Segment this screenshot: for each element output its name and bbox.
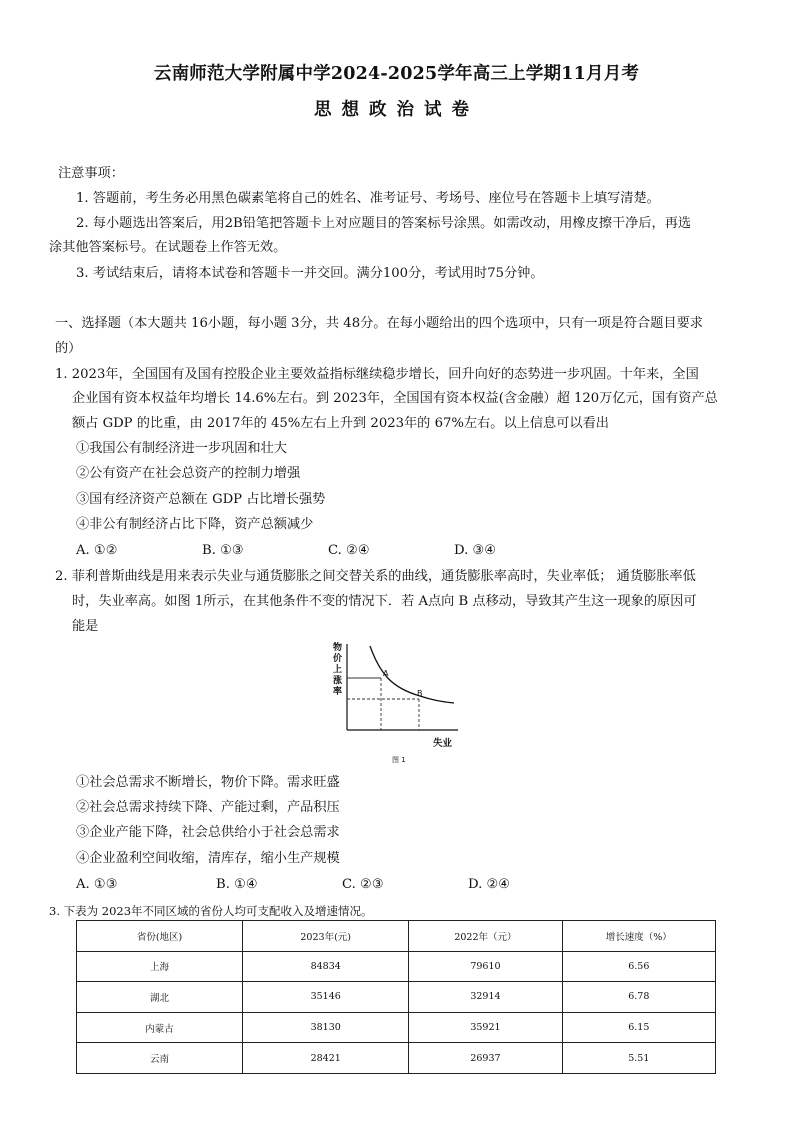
q2-stem-3: 能是 (72, 619, 99, 634)
y-axis-label-char: 率 (333, 687, 343, 697)
q2-option-c: C. ②③ (342, 877, 384, 892)
table-cell: 湖北 (77, 982, 243, 1013)
q1-statement-1: ①我国公有制经济进一步巩固和壮大 (76, 441, 287, 456)
point-b-label: B (417, 689, 423, 698)
q1-stem-1: 1. 2023年，全国国有及国有控股企业主要效益指标继续稳步增长，回升向好的态势进一步巩固。十年来，全国 (55, 367, 699, 382)
y-axis-label (333, 641, 342, 697)
table-header-cell: 增长速度（%） (562, 921, 715, 952)
table-cell: 云南 (77, 1043, 243, 1074)
table-cell: 32914 (409, 982, 562, 1013)
table-cell: 84834 (243, 951, 409, 982)
q2-stem-1: 2. 菲利普斯曲线是用来表示失业与通货膨胀之间交替关系的曲线，通货膨胀率高时，失业率低； 通货膨胀率低 (55, 569, 696, 584)
q2-option-d: D. ②④ (468, 877, 511, 892)
y-axis-label-char: 价 (333, 654, 343, 664)
q2-option-a: A. ①③ (76, 877, 118, 892)
q2-statement-4: ④企业盈利空间收缩，清库存，缩小生产规模 (76, 851, 340, 866)
figure-caption: 图 1 (392, 756, 406, 764)
notice-heading: 注意事项： (58, 166, 124, 181)
table-cell: 上海 (77, 951, 243, 982)
y-axis-label-char: 上 (333, 665, 343, 675)
table-header-cell: 省份(地区) (77, 921, 243, 952)
exam-subject: 思想政治试卷 (314, 100, 479, 120)
q1-statement-3: ③国有经济资产总额在 GDP 占比增长强势 (76, 492, 326, 507)
table-cell: 35146 (243, 982, 409, 1013)
exam-title: 云南师范大学附属中学2024-2025学年高三上学期11月月考 (153, 64, 640, 84)
table-cell: 6.15 (562, 1012, 715, 1043)
q1-stem-2: 企业国有资本权益年均增长 14.6%左右。到 2023年，全国国有资本权益(含金融）超 120万亿元，国有资产总 (72, 391, 718, 406)
q1-statement-2: ②公有资产在社会总资产的控制力增强 (76, 466, 301, 481)
x-axis-label: 失业 (433, 738, 453, 749)
table-cell: 内蒙古 (77, 1012, 243, 1043)
q2-statement-3: ③企业产能下降，社会总供给小于社会总需求 (76, 825, 340, 840)
notice-item-2a: 2. 每小题选出答案后，用2B铅笔把答题卡上对应题目的答案标号涂黑。如需改动，用橡皮擦干净后，再选 (76, 216, 692, 231)
q1-option-c: C. ②④ (328, 543, 370, 558)
point-a-label: A (383, 669, 389, 678)
section-heading-cont: 的） (55, 341, 82, 356)
table-cell: 28421 (243, 1043, 409, 1074)
notice-item-1: 1. 答题前，考生务必用黑色碳素笔将自己的姓名、准考证号、考场号、座位号在答题卡上填写清楚。 (76, 191, 660, 206)
q3-stem: 3. 下表为 2023年不同区域的省份人均可支配收入及增速情况。 (49, 904, 373, 918)
q1-stem-3: 额占 GDP 的比重，由 2017年的 45%左右上升到 2023年的 67%左右。以上信息可以看出 (72, 416, 609, 431)
q2-option-b: B. ①④ (216, 877, 258, 892)
q2-stem-2: 时，失业率高。如图 1所示，在其他条件不变的情况下．若 A点向 B 点移动，导致其产生这一现象的原因可 (72, 594, 697, 609)
table-cell: 6.78 (562, 982, 715, 1013)
table-header-cell: 2022年（元） (409, 921, 562, 952)
income-table (76, 920, 716, 1074)
table-cell: 26937 (409, 1043, 562, 1074)
y-axis-label-char: 物 (333, 643, 343, 653)
q2-statement-2: ②社会总需求持续下降、产能过剩，产品积压 (76, 800, 340, 815)
q1-option-b: B. ①③ (202, 543, 244, 558)
q1-option-d: D. ③④ (454, 543, 497, 558)
table-cell: 6.56 (562, 951, 715, 982)
notice-item-2b: 涂其他答案标号。在试题卷上作答无效。 (49, 240, 287, 255)
table-cell: 79610 (409, 951, 562, 982)
table-cell: 5.51 (562, 1043, 715, 1074)
table-header-row (77, 921, 716, 952)
table-header-cell: 2023年(元) (243, 921, 409, 952)
notice-item-3: 3. 考试结束后，请将本试卷和答题卡一并交回。满分100分，考试用时75分钟。 (76, 266, 544, 281)
table-cell: 35921 (409, 1012, 562, 1043)
section-heading: 一、选择题（本大题共 16小题，每小题 3分，共 48分。在每小题给出的四个选项中，只有一项是符合题目要求 (55, 316, 703, 331)
table-row (77, 982, 716, 1013)
table-cell: 38130 (243, 1012, 409, 1043)
phillips-curve-figure (330, 636, 470, 772)
q2-statement-1: ①社会总需求不断增长，物价下降。需求旺盛 (76, 775, 340, 790)
table-row (77, 1043, 716, 1074)
table-row (77, 1012, 716, 1043)
q1-option-a: A. ①② (76, 543, 118, 558)
y-axis-label-char: 涨 (333, 676, 343, 686)
q1-statement-4: ④非公有制经济占比下降，资产总额减少 (76, 517, 314, 532)
table-row (77, 951, 716, 982)
